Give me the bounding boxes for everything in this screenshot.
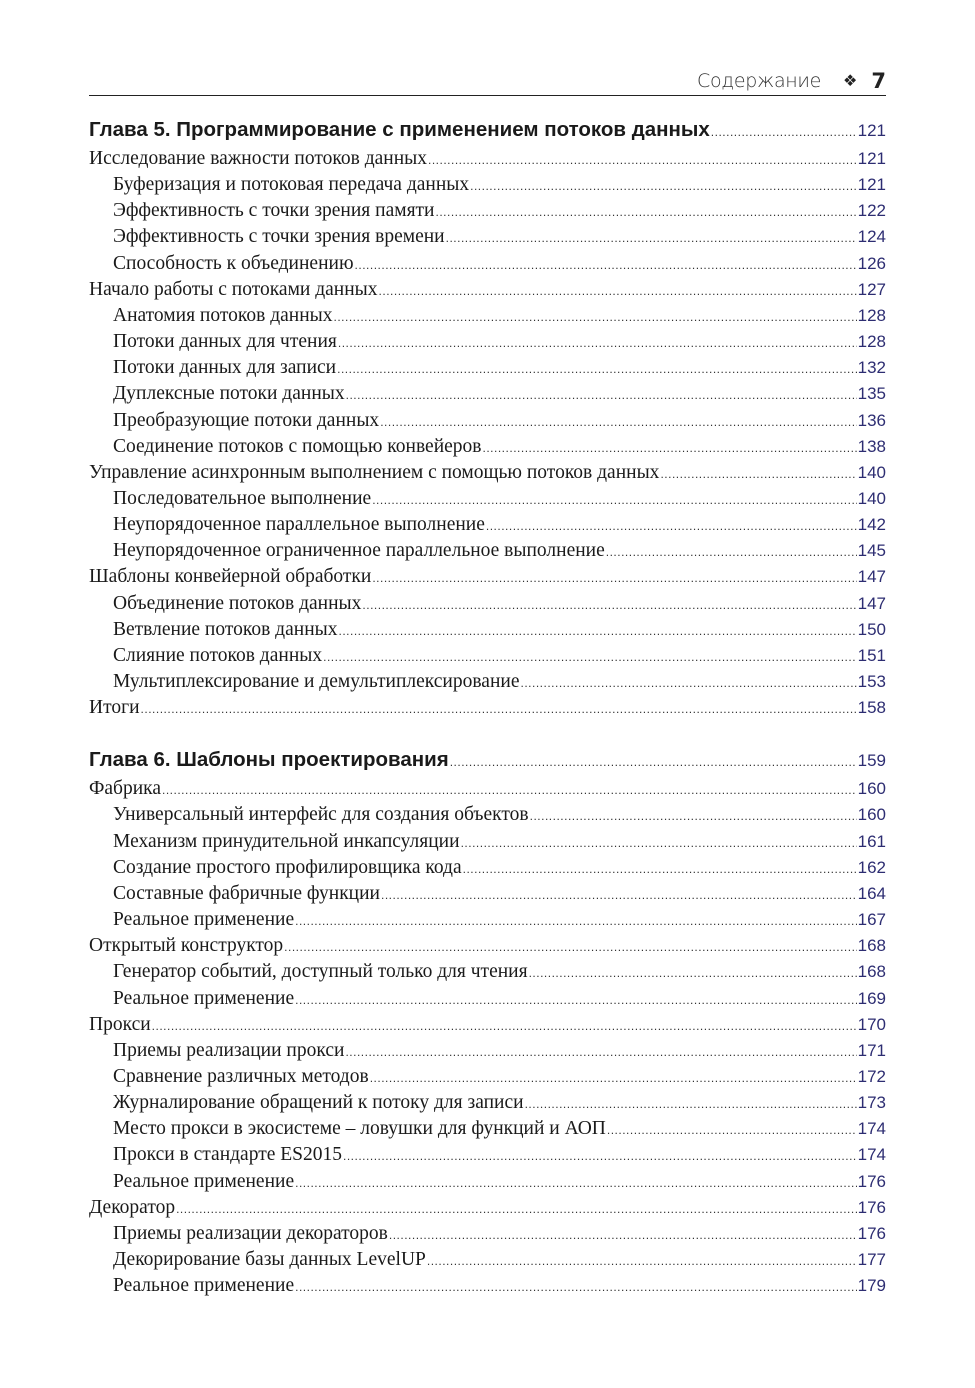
dot-leader xyxy=(176,1202,857,1216)
toc-entry-title: Место прокси в экосистеме – ловушки для функций и АОП xyxy=(113,1118,606,1140)
toc-entry-title: Прокси в стандарте ES2015 xyxy=(113,1144,343,1166)
toc-page-number: 177 xyxy=(857,1250,886,1269)
toc-entry[interactable] xyxy=(89,1092,886,1118)
dot-leader xyxy=(162,783,857,797)
dot-leader xyxy=(338,336,857,350)
toc-entry-title: Анатомия потоков данных xyxy=(113,304,333,326)
ornament-icon: ❖ xyxy=(843,71,858,90)
toc-entry[interactable] xyxy=(89,410,886,436)
toc-entry-title: Дуплексные потоки данных xyxy=(113,383,345,405)
toc-page-number: 121 xyxy=(857,121,886,140)
dot-leader xyxy=(483,441,857,455)
toc-page-number: 140 xyxy=(857,488,886,508)
toc-entry-title: Итоги xyxy=(89,697,140,719)
toc-page-number: 169 xyxy=(857,988,886,1008)
dot-leader xyxy=(660,467,856,481)
toc-entry-title: Открытый конструктор xyxy=(89,935,284,957)
toc-entry-title: Начало работы с потоками данных xyxy=(89,278,378,300)
toc-entry[interactable] xyxy=(89,883,886,909)
toc-page-number: 153 xyxy=(857,672,886,691)
toc-entry-title: Шаблоны конвейерной обработки xyxy=(89,566,372,588)
toc-entry[interactable] xyxy=(89,1040,886,1066)
toc-entry-title: Создание простого профилировщика кода xyxy=(113,856,462,878)
toc-entry-title: Универсальный интерфейс для создания объектов xyxy=(113,804,529,826)
toc-entry[interactable] xyxy=(89,671,886,697)
toc-entry[interactable] xyxy=(89,436,886,462)
toc-page-number: 121 xyxy=(857,175,886,195)
toc-page-number: 136 xyxy=(857,410,886,430)
toc-entry[interactable] xyxy=(89,804,886,830)
toc-entry[interactable] xyxy=(89,831,886,857)
toc-entry[interactable] xyxy=(89,778,886,804)
dot-leader xyxy=(450,755,857,769)
toc-entry-title: Неупорядоченное параллельное выполнение xyxy=(113,514,485,536)
toc-entry[interactable] xyxy=(89,1275,886,1301)
toc-page-number: 168 xyxy=(857,962,886,982)
dot-leader xyxy=(345,1045,856,1059)
toc-entry-title: Объединение потоков данных xyxy=(113,592,362,614)
toc-entry[interactable] xyxy=(89,697,886,723)
dot-leader xyxy=(380,415,856,429)
toc-page-number: 176 xyxy=(857,1223,886,1243)
toc-entry-title: Мультиплексирование и демультиплексирование xyxy=(113,671,520,692)
dot-leader xyxy=(295,993,857,1007)
dot-leader xyxy=(323,650,857,664)
toc-page-number: 162 xyxy=(857,857,886,877)
toc-page-number: 150 xyxy=(857,619,886,639)
dot-leader xyxy=(520,676,856,690)
toc-page-number: 128 xyxy=(857,305,886,325)
toc-entry[interactable] xyxy=(89,383,886,409)
toc-page-number: 121 xyxy=(857,149,886,168)
toc-entry[interactable] xyxy=(89,1249,886,1275)
dot-leader xyxy=(446,231,857,245)
toc-entry[interactable] xyxy=(89,174,886,200)
toc-entry-title: Реальное применение xyxy=(113,909,295,931)
dot-leader xyxy=(362,598,856,612)
toc-page-number: 127 xyxy=(857,279,886,299)
toc-entry[interactable] xyxy=(89,462,886,488)
page-number: 7 xyxy=(871,68,886,93)
toc-entry-title: Декорирование базы данных LevelUP xyxy=(113,1249,426,1270)
toc-page-number: 167 xyxy=(857,910,886,930)
toc-entry[interactable] xyxy=(89,488,886,514)
toc-page-number: 159 xyxy=(857,751,886,771)
toc-entry[interactable] xyxy=(89,279,886,305)
toc-page-number: 124 xyxy=(857,227,886,247)
toc-page-number: 142 xyxy=(857,515,886,535)
toc-entry-title: Приемы реализации прокси xyxy=(113,1039,345,1061)
toc-entry-title: Неупорядоченное ограниченное параллельное выполнение xyxy=(113,540,605,562)
toc-entry[interactable] xyxy=(89,253,886,279)
header-title: Содержание xyxy=(696,69,822,92)
dot-leader xyxy=(295,914,857,928)
toc-entry-title: Составные фабричные функции xyxy=(113,882,380,904)
toc-entry-title: Последовательное выполнение xyxy=(113,487,372,509)
toc-entry-title: Потоки данных для записи xyxy=(113,357,337,379)
toc-entry-title: Генератор событий, доступный только для чтения xyxy=(113,961,528,983)
toc-entry-title: Ветвление потоков данных xyxy=(113,618,338,640)
toc-page-number: 172 xyxy=(857,1066,886,1086)
toc-entry-title: Способность к объединению xyxy=(113,252,354,274)
dot-leader xyxy=(355,258,857,272)
toc-page-number: 128 xyxy=(857,332,886,352)
toc-entry-title: Прокси xyxy=(89,1013,151,1035)
toc-entry-title: Глава 5. Программирование с применением потоков данных xyxy=(89,118,710,141)
dot-leader xyxy=(463,862,857,876)
dot-leader xyxy=(370,1071,857,1085)
dot-leader xyxy=(284,940,856,954)
toc-entry-title: Реальное применение xyxy=(113,1170,295,1192)
toc-entry[interactable] xyxy=(89,200,886,226)
dot-leader xyxy=(295,1280,857,1294)
dot-leader xyxy=(379,284,857,298)
toc-entry-title: Эффективность с точки зрения памяти xyxy=(113,200,435,222)
dot-leader xyxy=(606,545,857,559)
toc-page-number: 173 xyxy=(857,1093,886,1113)
toc-entry[interactable] xyxy=(89,305,886,331)
toc-page-number: 158 xyxy=(857,698,886,718)
toc-entry-title: Исследование важности потоков данных xyxy=(89,148,427,169)
toc-entry[interactable] xyxy=(89,540,886,566)
dot-leader xyxy=(711,125,857,139)
toc-page-number: 168 xyxy=(857,936,886,956)
dot-leader xyxy=(529,966,857,980)
toc-page-number: 176 xyxy=(857,1171,886,1191)
toc-page-number: 174 xyxy=(857,1145,886,1165)
dot-leader xyxy=(337,362,857,376)
dot-leader xyxy=(295,1176,857,1190)
toc-page-number: 171 xyxy=(857,1040,886,1060)
toc-page-number: 161 xyxy=(857,831,886,851)
toc-entry[interactable] xyxy=(89,148,886,174)
dot-leader xyxy=(389,1228,857,1242)
toc-entry[interactable] xyxy=(89,226,886,252)
dot-leader xyxy=(470,179,856,193)
toc-entry[interactable] xyxy=(89,961,886,987)
dot-leader xyxy=(427,1254,857,1268)
toc-page-number: 174 xyxy=(857,1119,886,1139)
toc-page-number: 138 xyxy=(857,436,886,456)
toc-entry[interactable] xyxy=(89,1197,886,1223)
toc-entry[interactable] xyxy=(89,857,886,883)
toc-entry[interactable] xyxy=(89,909,886,935)
toc-entry[interactable] xyxy=(89,331,886,357)
toc-entry[interactable] xyxy=(89,1144,886,1170)
toc-entry[interactable] xyxy=(89,1014,886,1040)
toc-entry-title: Эффективность с точки зрения времени xyxy=(113,226,445,248)
toc-page-number: 132 xyxy=(857,358,886,378)
toc-entry-title: Механизм принудительной инкапсуляции xyxy=(113,830,460,852)
toc-entry[interactable] xyxy=(89,566,886,592)
dot-leader xyxy=(338,624,856,638)
toc-page-number: 151 xyxy=(857,645,886,665)
dot-leader xyxy=(428,153,857,167)
toc-page-number: 145 xyxy=(857,541,886,561)
dot-leader xyxy=(372,493,856,507)
dot-leader xyxy=(461,836,857,850)
dot-leader xyxy=(343,1149,857,1163)
toc-entry-title: Соединение потоков с помощью конвейеров xyxy=(113,435,482,457)
toc-entry-title: Приемы реализации декораторов xyxy=(113,1222,388,1244)
toc-page-number: 170 xyxy=(857,1014,886,1034)
toc-page-number: 140 xyxy=(857,462,886,482)
toc-entry-title: Сравнение различных методов xyxy=(113,1065,369,1087)
dot-leader xyxy=(525,1097,857,1111)
dot-leader xyxy=(381,888,857,902)
dot-leader xyxy=(372,571,856,585)
toc-page-number: 126 xyxy=(857,253,886,273)
dot-leader xyxy=(607,1123,857,1137)
toc-page-number: 160 xyxy=(857,779,886,799)
toc-page-number: 122 xyxy=(857,201,886,221)
running-header xyxy=(89,66,886,96)
dot-leader xyxy=(152,1019,857,1033)
toc-entry-title: Преобразующие потоки данных xyxy=(113,409,380,431)
toc-entry-title: Глава 6. Шаблоны проектирования xyxy=(89,748,449,772)
toc-entry-title: Буферизация и потоковая передача данных xyxy=(113,174,470,196)
toc-chapter[interactable] xyxy=(89,118,886,144)
toc-entry[interactable] xyxy=(89,1118,886,1144)
toc-entry[interactable] xyxy=(89,1066,886,1092)
toc-page-number: 147 xyxy=(857,567,886,587)
toc-page-number: 135 xyxy=(857,384,886,404)
toc-page-number: 164 xyxy=(857,883,886,903)
toc-entry-title: Управление асинхронным выполнением с помощью потоков данных xyxy=(89,461,660,483)
dot-leader xyxy=(530,809,857,823)
toc-entry-title: Декоратор xyxy=(89,1196,176,1218)
toc-entry-title: Слияние потоков данных xyxy=(113,644,323,666)
toc-page-number: 147 xyxy=(857,593,886,613)
dot-leader xyxy=(486,519,857,533)
toc-page-number: 179 xyxy=(857,1276,886,1296)
dot-leader xyxy=(141,702,857,716)
toc-page-number: 160 xyxy=(857,805,886,825)
toc-entry[interactable] xyxy=(89,935,886,961)
dot-leader xyxy=(436,205,857,219)
toc-entry[interactable] xyxy=(89,988,886,1014)
toc-entry[interactable] xyxy=(89,514,886,540)
toc-entry-title: Реальное применение xyxy=(113,987,295,1009)
toc-entry[interactable] xyxy=(89,593,886,619)
toc-entry-title: Потоки данных для чтения xyxy=(113,331,337,353)
toc-entry[interactable] xyxy=(89,357,886,383)
toc-chapter[interactable] xyxy=(89,748,886,774)
toc-entry[interactable] xyxy=(89,1171,886,1197)
toc-page-number: 176 xyxy=(857,1197,886,1217)
toc-entry[interactable] xyxy=(89,1223,886,1249)
dot-leader xyxy=(334,310,857,324)
toc-entry-title: Фабрика xyxy=(89,778,162,800)
toc-entry-title: Реальное применение xyxy=(113,1275,295,1297)
toc-entry-title: Журналирование обращений к потоку для записи xyxy=(113,1092,524,1114)
toc-entry[interactable] xyxy=(89,619,886,645)
toc-entry[interactable] xyxy=(89,645,886,671)
dot-leader xyxy=(346,388,857,402)
